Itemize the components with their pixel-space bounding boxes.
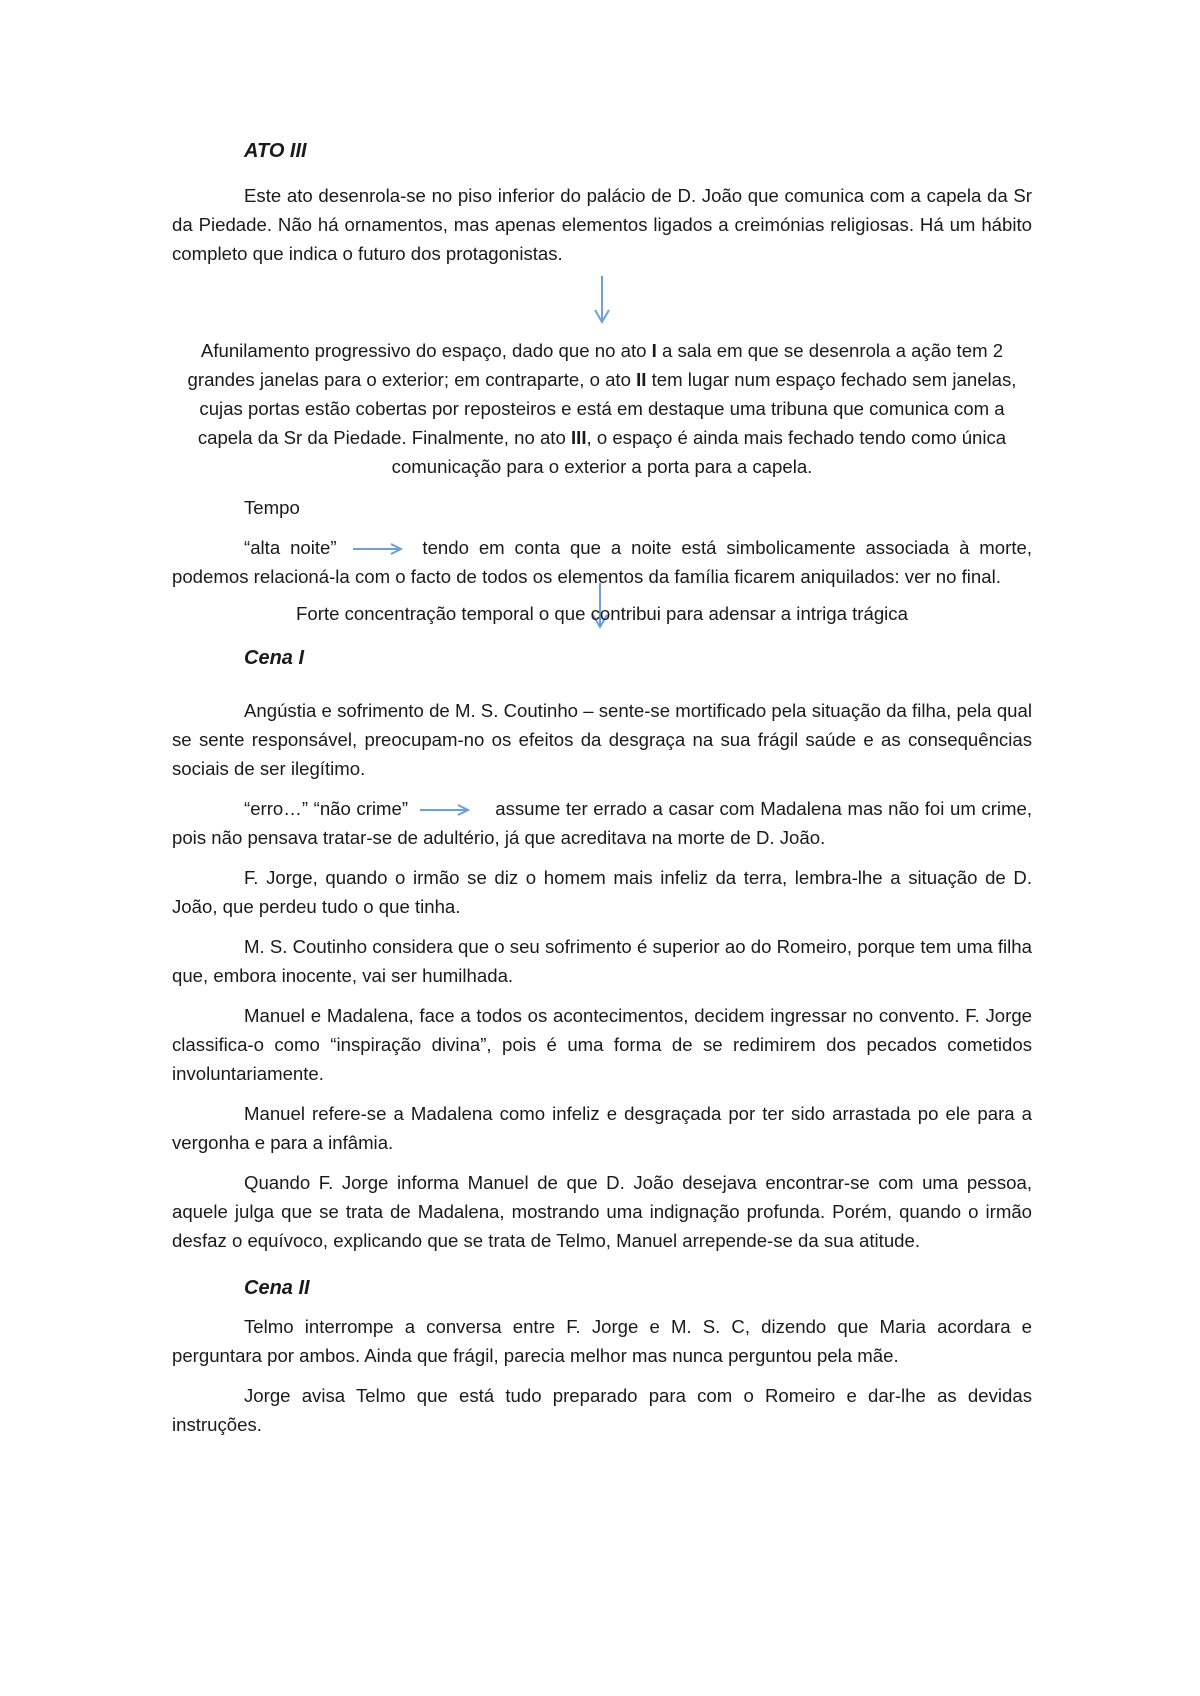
scene-1-paragraph-2: F. Jorge, quando o irmão se diz o homem mais infeliz da terra, lembra-lhe a situação de D. João, que perdeu tudo o que tinha.	[172, 867, 1032, 917]
act-intro-paragraph: Este ato desenrola-se no piso inferior do palácio de D. João que comunica com a capela da Sr da Piedade. Não há ornamentos, mas apenas elementos ligados a creimónias religiosas. Há um hábito completo que indica o futuro dos protagonistas.	[172, 185, 1032, 264]
space-act-1: I	[651, 340, 657, 361]
scene-1-paragraph-3: M. S. Coutinho considera que o seu sofrimento é superior ao do Romeiro, porque tem uma filha que, embora inocente, vai ser humilhada.	[172, 936, 1032, 986]
document-body	[172, 140, 1032, 1439]
scene-2-title: Cena II	[244, 1277, 310, 1299]
scene-1-quote: “erro…” “não crime”	[244, 798, 409, 819]
tempo-label: Tempo	[244, 497, 300, 518]
space-text-4: , o espaço é ainda mais fechado tendo como única comunicação para o exterior a porta para a capela.	[391, 427, 1007, 477]
arrow-right-icon	[418, 803, 472, 817]
act-title: ATO III	[244, 140, 307, 162]
scene-1-title: Cena I	[244, 647, 305, 669]
arrow-down-icon	[592, 274, 612, 326]
space-text-3: tem lugar num espaço fechado sem janelas, cujas portas estão cobertas por reposteiros e está em destaque uma tribuna que comunica com a capela da Sr da Piedade. Finalmente, no ato	[197, 369, 1017, 448]
space-text-1: Afunilamento progressivo do espaço, dado que no ato	[200, 340, 652, 361]
scene-1-quote-paragraph	[172, 794, 1032, 852]
tempo-quote: “alta noite”	[244, 537, 337, 558]
scene-1-paragraph-4: Manuel e Madalena, face a todos os acontecimentos, decidem ingressar no convento. F. Jorge classifica-o como “inspiração divina”, pois é uma forma de se redimirem dos pecados cometidos involuntariamente.	[172, 1005, 1032, 1084]
space-paragraph	[172, 336, 1032, 481]
scene-2-paragraph-2: Jorge avisa Telmo que está tudo preparado para com o Romeiro e dar-lhe as devidas instruções.	[172, 1385, 1032, 1435]
scene-1-quote-text: assume ter errado a casar com Madalena mas não foi um crime, pois não pensava tratar-se de adultério, já que acreditava na morte de D. João.	[172, 798, 1033, 848]
space-act-2: II	[636, 369, 647, 390]
scene-1-paragraph-1: Angústia e sofrimento de M. S. Coutinho – sente-se mortificado pela situação da filha, pela qual se sente responsável, preocupam-no os efeitos da desgraça na sua frágil saúde e as consequências sociais de ser ilegítimo.	[172, 700, 1032, 779]
tempo-conclusion: Forte concentração temporal o que contribui para adensar a intriga trágica	[296, 603, 908, 624]
tempo-text: tendo em conta que a noite está simbolicamente associada à morte, podemos relacioná-la com o facto de todos os elementos da família ficarem aniquilados: ver no final.	[172, 537, 1032, 587]
space-act-3: III	[570, 427, 587, 448]
space-text-2: a sala em que se desenrola a ação tem 2 grandes janelas para o exterior; em contraparte, o ato	[187, 340, 1004, 390]
scene-2-paragraph-1: Telmo interrompe a conversa entre F. Jorge e M. S. C, dizendo que Maria acordara e perguntara por ambos. Ainda que frágil, parecia melhor mas nunca perguntou pela mãe.	[172, 1316, 1032, 1366]
arrow-right-icon	[351, 542, 405, 556]
scene-1-paragraph-6: Quando F. Jorge informa Manuel de que D. João desejava encontrar-se com uma pessoa, aquele julga que se trata de Madalena, mostrando uma indignação profunda. Porém, quando o irmão desfaz o equívoco, explicando que se trata de Telmo, Manuel arrepende-se da sua atitude.	[172, 1172, 1032, 1251]
scene-1-paragraph-5: Manuel refere-se a Madalena como infeliz e desgraçada por ter sido arrastada po ele para a vergonha e para a infâmia.	[172, 1103, 1032, 1153]
